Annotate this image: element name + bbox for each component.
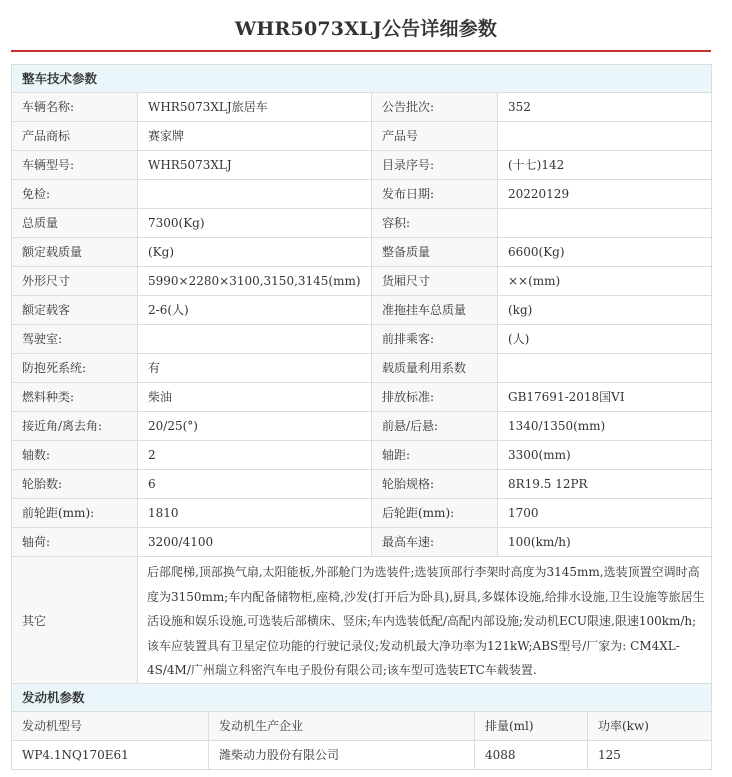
spec-row (12, 93, 712, 122)
spec-row (12, 122, 712, 151)
spec-label: 发布日期: (372, 180, 498, 209)
spec-row (12, 238, 712, 267)
spec-value: (kg) (498, 296, 712, 325)
spec-value: 8R19.5 12PR (498, 470, 712, 499)
spec-row (12, 528, 712, 557)
engine-row (12, 741, 712, 770)
spec-row (12, 180, 712, 209)
spec-label: 容积: (372, 209, 498, 238)
spec-value (498, 122, 712, 151)
spec-value: WHR5073XLJ (138, 151, 372, 180)
spec-value: 赛家牌 (138, 122, 372, 151)
spec-label: 目录序号: (372, 151, 498, 180)
spec-label: 货厢尺寸 (372, 267, 498, 296)
spec-label: 产品号 (372, 122, 498, 151)
spec-row (12, 441, 712, 470)
spec-value: 柴油 (138, 383, 372, 412)
engine-cell: WP4.1NQ170E61 (12, 741, 209, 770)
spec-label: 后轮距(mm): (372, 499, 498, 528)
spec-value: ××(mm) (498, 267, 712, 296)
spec-label: 车辆名称: (12, 93, 138, 122)
engine-cell: 潍柴动力股份有限公司 (209, 741, 475, 770)
spec-row (12, 412, 712, 441)
spec-value: (十七)142 (498, 151, 712, 180)
spec-value: 3300(mm) (498, 441, 712, 470)
spec-value: 6600(Kg) (498, 238, 712, 267)
spec-value: (Kg) (138, 238, 372, 267)
spec-label: 额定载客 (12, 296, 138, 325)
spec-value: 2 (138, 441, 372, 470)
spec-label: 轴数: (12, 441, 138, 470)
engine-header-row (12, 712, 712, 741)
spec-label: 车辆型号: (12, 151, 138, 180)
spec-row (12, 470, 712, 499)
spec-value: 1810 (138, 499, 372, 528)
spec-label: 防抱死系统: (12, 354, 138, 383)
spec-label: 轮胎数: (12, 470, 138, 499)
other-value: 后部爬梯,顶部换气扇,太阳能板,外部舱门为选装件;选装顶部行李架时高度为3145mm,选装顶置空调时高度为3150mm;车内配备储物柜,座椅,沙发(打开后为卧具),厨具,多媒体设施,给排水设施,卫生设施等旅居生活设施和娱乐设施,可选装后部横床、竖床;车内选装低配/高配内部设施;发动机ECU限速,限速100km/h;该车应装置具有卫星定位功能的行驶记录仪;发动机最大净功率为121kW;ABS型号/厂家为: CM4XL-4S/4M/广州瑞立科密汽车电子股份有限公司;该车型可选装ETC车载装置. (138, 557, 712, 687)
engine-spec-table (11, 683, 712, 770)
engine-column-header: 发动机型号 (12, 712, 209, 741)
spec-value: 2-6(人) (138, 296, 372, 325)
title-divider (11, 50, 711, 52)
engine-cell: 125 (588, 741, 712, 770)
spec-label: 公告批次: (372, 93, 498, 122)
spec-row-other (12, 557, 712, 687)
spec-label: 驾驶室: (12, 325, 138, 354)
spec-label: 外形尺寸 (12, 267, 138, 296)
spec-label: 载质量利用系数 (372, 354, 498, 383)
spec-label: 准拖挂车总质量 (372, 296, 498, 325)
spec-value: 352 (498, 93, 712, 122)
spec-row (12, 267, 712, 296)
page-title: WHR5073XLJ公告详细参数 (234, 18, 498, 40)
spec-value: 5990×2280×3100,3150,3145(mm) (138, 267, 372, 296)
spec-label: 最高车速: (372, 528, 498, 557)
spec-row (12, 209, 712, 238)
spec-label: 额定载质量 (12, 238, 138, 267)
spec-row (12, 296, 712, 325)
spec-value: 3200/4100 (138, 528, 372, 557)
spec-value: 20/25(°) (138, 412, 372, 441)
engine-cell: 4088 (475, 741, 588, 770)
spec-label: 排放标准: (372, 383, 498, 412)
spec-value: WHR5073XLJ旅居车 (138, 93, 372, 122)
spec-value (138, 325, 372, 354)
engine-column-header: 功率(kw) (588, 712, 712, 741)
spec-value: 7300(Kg) (138, 209, 372, 238)
spec-value: 100(km/h) (498, 528, 712, 557)
spec-label: 轴荷: (12, 528, 138, 557)
spec-label: 整备质量 (372, 238, 498, 267)
spec-value: 20220129 (498, 180, 712, 209)
engine-column-header: 发动机生产企业 (209, 712, 475, 741)
spec-value: 有 (138, 354, 372, 383)
spec-row (12, 325, 712, 354)
spec-value: (人) (498, 325, 712, 354)
vehicle-spec-table (11, 64, 712, 687)
engine-column-header: 排量(ml) (475, 712, 588, 741)
spec-label: 前排乘客: (372, 325, 498, 354)
spec-label: 燃料种类: (12, 383, 138, 412)
spec-value: 1700 (498, 499, 712, 528)
spec-row (12, 354, 712, 383)
spec-label: 轮胎规格: (372, 470, 498, 499)
spec-label: 前轮距(mm): (12, 499, 138, 528)
spec-label: 前悬/后悬: (372, 412, 498, 441)
spec-label: 产品商标 (12, 122, 138, 151)
spec-row (12, 151, 712, 180)
spec-label: 轴距: (372, 441, 498, 470)
spec-value (138, 180, 372, 209)
spec-label: 总质量 (12, 209, 138, 238)
spec-value: 1340/1350(mm) (498, 412, 712, 441)
spec-row (12, 499, 712, 528)
spec-row (12, 383, 712, 412)
section-header-engine: 发动机参数 (12, 684, 712, 712)
spec-value (498, 209, 712, 238)
spec-value: 6 (138, 470, 372, 499)
spec-value: GB17691-2018国VI (498, 383, 712, 412)
other-label: 其它 (12, 557, 138, 687)
section-header-vehicle: 整车技术参数 (12, 65, 712, 93)
spec-label: 接近角/离去角: (12, 412, 138, 441)
spec-value (498, 354, 712, 383)
spec-label: 免检: (12, 180, 138, 209)
